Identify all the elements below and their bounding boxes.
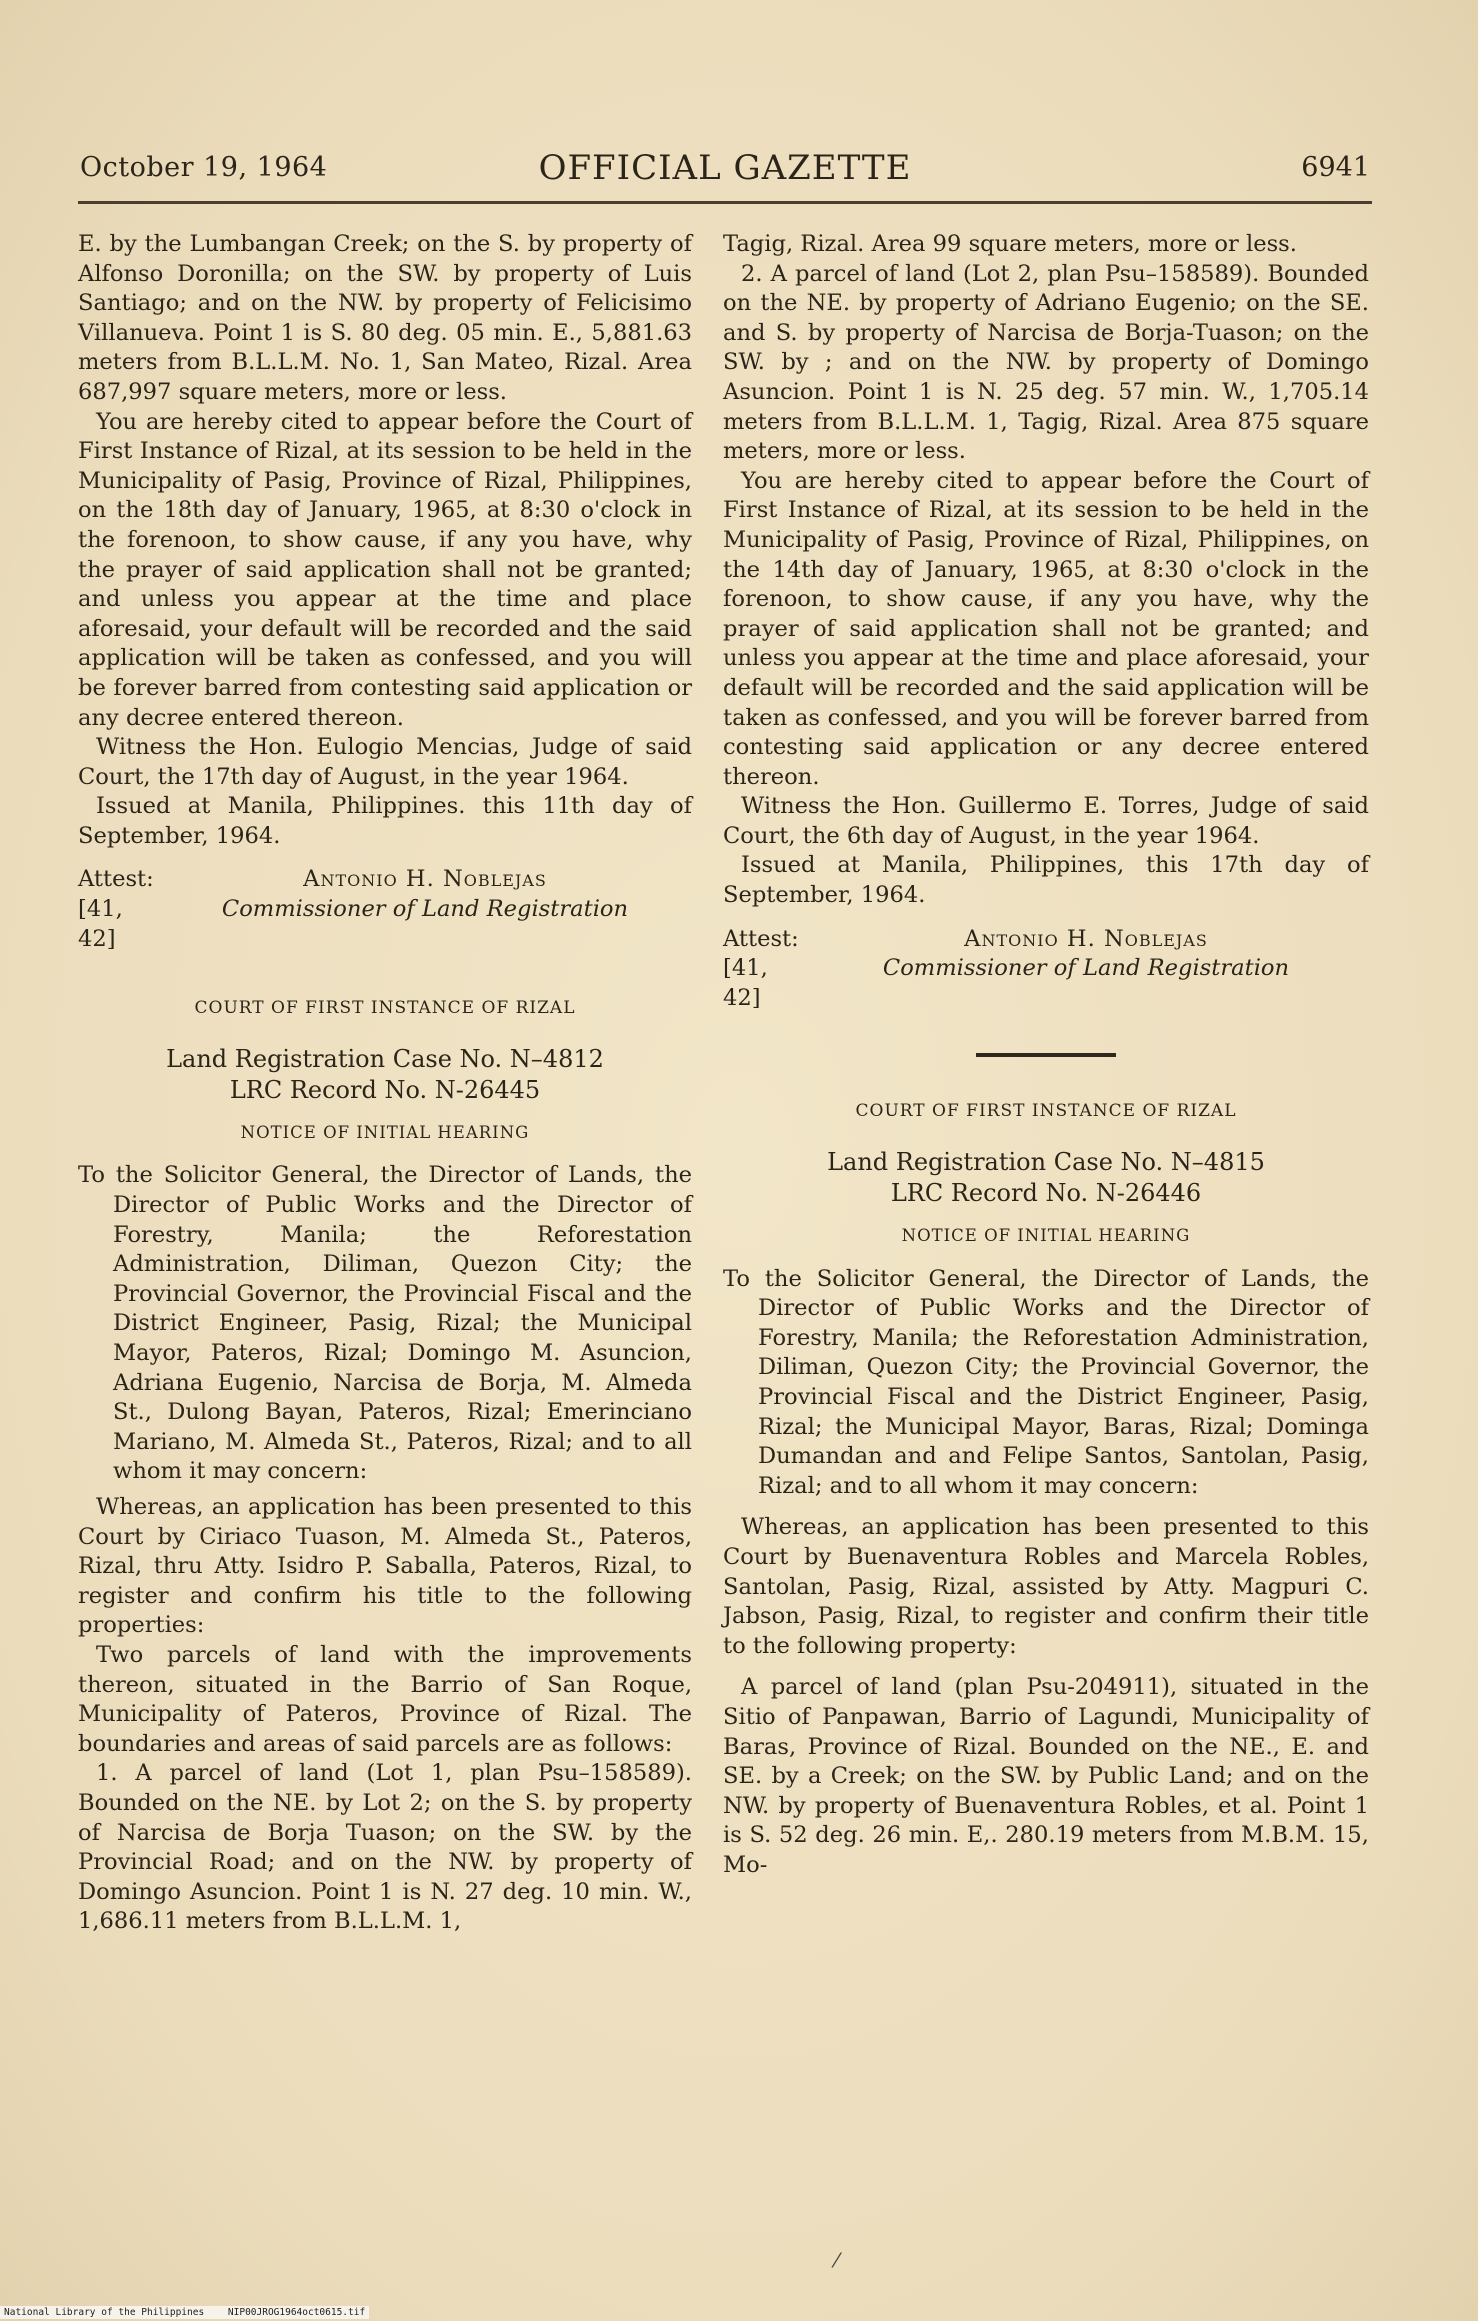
attest-title-line (723, 954, 1369, 1013)
attest-line (78, 865, 692, 895)
notice-heading: NOTICE OF INITIAL HEARING (240, 1122, 530, 1142)
right-column (723, 230, 1369, 1881)
case-heading (78, 1044, 692, 1106)
library-name: National Library of the Philippines (4, 2307, 205, 2318)
page-number: 6941 (1301, 152, 1370, 183)
attest-name: Antonio H. Noblejas (964, 925, 1208, 952)
paragraph: A parcel of land (plan Psu-204911), situated in the Sitio of Panpawan, Barrio of Lagundi, Municipality of Baras, Province of Rizal. Bounded on the NE., E. and SE. by a Creek; on the SW. by Public Land; and on the NW. by property of Buenaventura Robles, et al. Point 1 is S. 52 deg. 26 min. E,. 280.19 meters from M.B.M. 15, Mo- (723, 1674, 1369, 1878)
attest-title-line (78, 895, 692, 954)
case-heading (723, 1147, 1369, 1209)
attest-title: Commissioner of Land Registration (882, 955, 1290, 982)
paragraph: You are hereby cited to appear before the Court of First Instance of Rizal, at its session to be held in the Municipality of Pasig, Province of Rizal, Philippines, on the 14th day of January, 1965, at 8:30 o'clock in the forenoon, to show cause, if any you have, why the prayer of said application shall not be granted; and unless you appear at the time and place aforesaid, your default will be recorded and the said application will be taken as confessed, and you will be forever barred from contesting said application or any decree entered thereon. (723, 467, 1369, 790)
court-heading: COURT OF FIRST INSTANCE OF RIZAL (194, 998, 576, 1019)
scan-filename: NIP00JROG1964oct0615.tif (227, 2307, 366, 2318)
paragraph: 2. A parcel of land (Lot 2, plan Psu–158589). Bounded on the NE. by property of Adriano Eugenio; on the SE. and S. by property of Narcisa de Borja-Tuason; on the SW. by ; and on the NW. by property of Domingo Asuncion. Point 1 is N. 25 deg. 57 min. W., 1,705.14 meters from B.L.L.M. 1, Tagig, Rizal. Area 875 square meters, more or less. (723, 260, 1369, 465)
scan-footer (0, 2306, 369, 2319)
court-heading: COURT OF FIRST INSTANCE OF RIZAL (855, 1101, 1237, 1122)
issue-reference: [41, 42] (723, 955, 768, 1011)
left-column (78, 230, 692, 1937)
addressees: To the Solicitor General, the Director of Lands, the Director of Public Works and the Director of Forestry, Manila; the Reforestation Administration, Diliman, Quezon City; the Provincial Governor, the Provincial Fiscal and the District Engineer, Pasig, Rizal; the Municipal Mayor, Pateros, Rizal; Domingo M. Asuncion, Adriana Eugenio, Narcisa de Borja, M. Almeda St., Dulong Bayan, Pateros, Rizal; Emerinciano Mariano, M. Almeda St., Pateros, Rizal; and to all whom it may concern: (78, 1162, 692, 1485)
case-number: Land Registration Case No. N–4815 (827, 1148, 1265, 1177)
attest-label: Attest: (78, 866, 154, 893)
lrc-record: LRC Record No. N-26445 (229, 1075, 541, 1104)
paragraph: Whereas, an application has been presented to this Court by Buenaventura Robles and Marcela Robles, Santolan, Pasig, Rizal, assisted by Atty. Magpuri C. Jabson, Pasig, Rizal, to register and confirm their title to the following property: (723, 1514, 1369, 1659)
issue-reference: [41, 42] (78, 896, 123, 952)
attest-line (723, 925, 1369, 955)
addressees: To the Solicitor General, the Director of Lands, the Director of Public Works and the Director of Forestry, Manila; the Reforestation Administration, Diliman, Quezon City; the Provincial Governor, the Provincial Fiscal and the District Engineer, Pasig, Rizal; the Municipal Mayor, Baras, Rizal; Dominga Dumandan and and Felipe Santos, Santolan, Pasig, Rizal; and to all whom it may concern: (723, 1265, 1369, 1499)
issue-date: October 19, 1964 (80, 152, 328, 183)
stray-mark: ⁄ (835, 2248, 839, 2272)
paragraph: Issued at Manila, Philippines. this 11th day of September, 1964. (78, 793, 692, 849)
page-header (80, 148, 1370, 192)
paragraph: 1. A parcel of land (Lot 1, plan Psu–158589). Bounded on the NE. by Lot 2; on the S. by property of Narcisa de Borja Tuason; on the SW. by the Provincial Road; and on the NW. by property of Domingo Asuncion. Point 1 is N. 27 deg. 10 min. W., 1,686.11 meters from B.L.L.M. 1, (78, 1760, 692, 1935)
attest-title: Commissioner of Land Registration (221, 896, 629, 923)
attest-name: Antonio H. Noblejas (303, 866, 547, 893)
paragraph: You are hereby cited to appear before the Court of First Instance of Rizal, at its session to be held in the Municipality of Pasig, Province of Rizal, Philippines, on the 18th day of January, 1965, at 8:30 o'clock in the forenoon, to show cause, if any you have, why the prayer of said application shall not be granted; and unless you appear at the time and place aforesaid, your default will be recorded and the said application will be taken as confessed, and you will be forever barred from contesting said application or any decree entered thereon. (78, 408, 692, 731)
lrc-record: LRC Record No. N-26446 (890, 1179, 1202, 1208)
paragraph: Tagig, Rizal. Area 99 square meters, more or less. (723, 231, 1297, 257)
attest-label: Attest: (723, 925, 799, 952)
paragraph: Witness the Hon. Guillermo E. Torres, Judge of said Court, the 6th day of August, in the year 1964. (723, 793, 1369, 849)
paragraph: Witness the Hon. Eulogio Mencias, Judge of said Court, the 17th day of August, in the year 1964. (78, 734, 692, 790)
paragraph: Issued at Manila, Philippines, this 17th day of September, 1964. (723, 852, 1369, 909)
paragraph: Whereas, an application has been presented to this Court by Ciriaco Tuason, M. Almeda St., Pateros, Rizal, thru Atty. Isidro P. Saballa, Pateros, Rizal, to register and confirm his title to the following properties: (78, 1493, 692, 1639)
paragraph: E. by the Lumbangan Creek; on the S. by property of Alfonso Doronilla; on the SW. by property of Luis Santiago; and on the NW. by property of Felicisimo Villanueva. Point 1 is S. 80 deg. 05 min. E., 5,881.63 meters from B.L.L.M. No. 1, San Mateo, Rizal. Area 687,997 square meters, more or less. (78, 231, 692, 405)
notice-heading: NOTICE OF INITIAL HEARING (901, 1226, 1191, 1246)
publication-title: OFFICIAL GAZETTE (538, 148, 912, 188)
paragraph: Two parcels of land with the improvements thereon, situated in the Barrio of San Roque, Municipality of Pateros, Province of Rizal. The boundaries and areas of said parcels are as follows: (78, 1641, 692, 1757)
section-divider (976, 1053, 1116, 1057)
case-number: Land Registration Case No. N–4812 (166, 1044, 604, 1073)
header-rule (78, 201, 1372, 204)
